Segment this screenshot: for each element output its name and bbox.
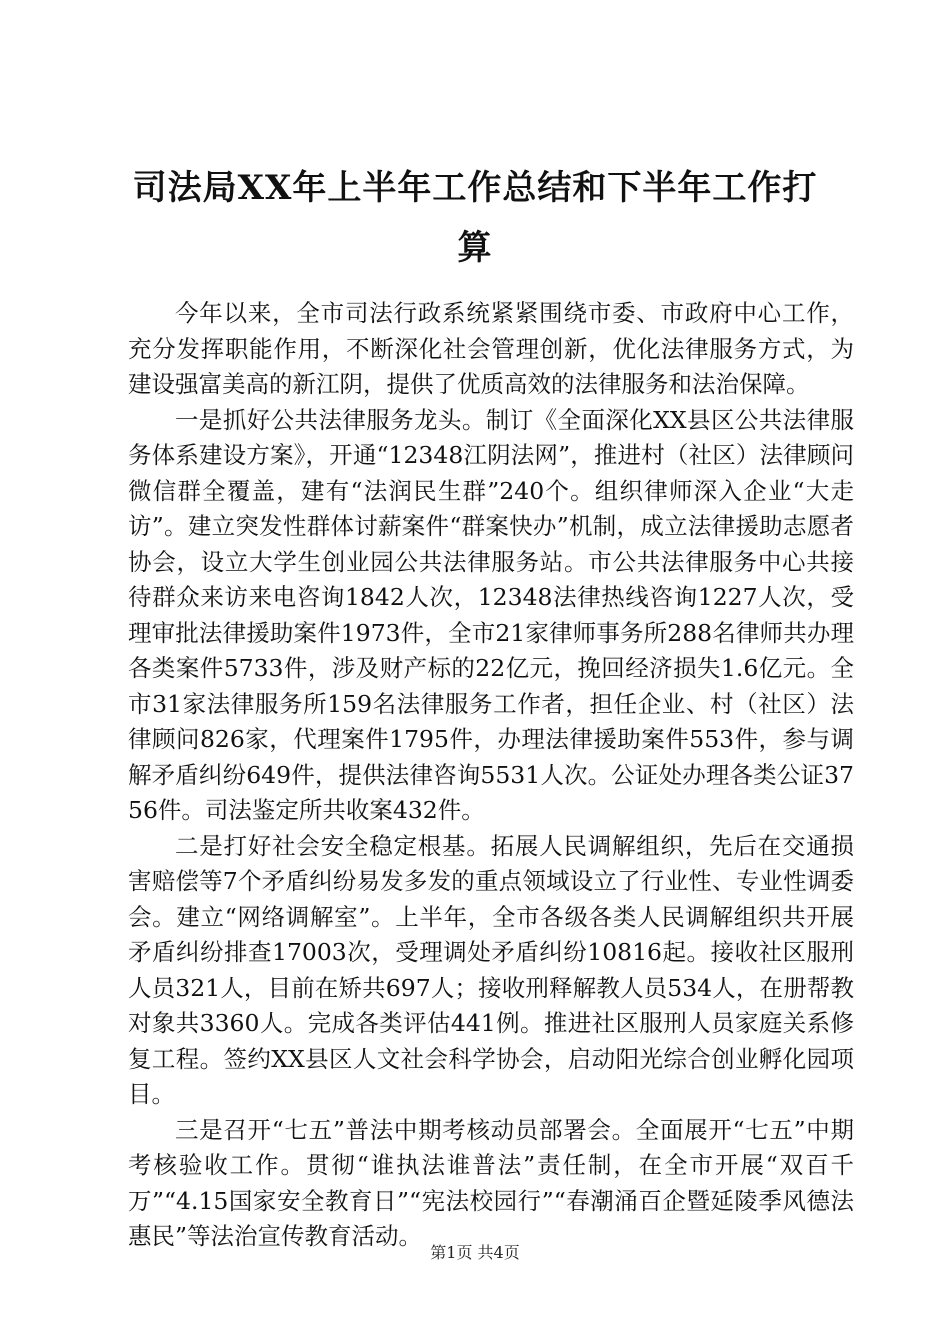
paragraph-public-legal-service: 一是抓好公共法律服务龙头。制订《全面深化XX县区公共法律服务体系建设方案》，开通“12348江阴法网”，推进村（社区）法律顾问微信群全覆盖，建有“法润民生群”240个。组织律师深入企业“大走访”。建立突发性群体讨薪案件“群案快办”机制，成立法律援助志愿者协会，设立大学生创业园公共法律服务站。市公共法律服务中心共接待群众来访来电咨询1842人次，12348法律热线咨询1227人次，受理审批法律援助案件1973件，全市21家律师事务所288名律师共办理各类案件5733件，涉及财产标的22亿元，挽回经济损失1.6亿元。全市31家法律服务所159名法律服务工作者，担任企业、村（社区）法律顾问826家，代理案件1795件，办理法律援助案件553件，参与调解矛盾纠纷649件，提供法律咨询5531人次。公证处办理各类公证3756件。司法鉴定所共收案432件。 <box>128 405 854 824</box>
paragraph-intro: 今年以来，全市司法行政系统紧紧围绕市委、市政府中心工作，充分发挥职能作用，不断深化社会管理创新，优化法律服务方式，为建设强富美高的新江阴，提供了优质高效的法律服务和法治保障。 <box>128 299 854 398</box>
page-number-footer: 第1页 共4页 <box>430 1243 520 1262</box>
paragraph-social-stability: 二是打好社会安全稳定根基。拓展人民调解组织，先后在交通损害赔偿等7个矛盾纠纷易发多发的重点领域设立了行业性、专业性调委会。建立“网络调解室”。上半年，全市各级各类人民调解组织共开展矛盾纠纷排查17003次，受理调处矛盾纠纷10816起。接收社区服刑人员321人，目前在矫共697人；接收刑释解教人员534人，在册帮教对象共3360人。完成各类评估441例。推进社区服刑人员家庭关系修复工程。签约XX县区人文社会科学协会，启动阳光综合创业孵化园项目。 <box>128 831 854 1108</box>
document-title: 司法局XX年上半年工作总结和下半年工作打算 <box>132 168 818 268</box>
document-body <box>128 296 854 1255</box>
paragraph-legal-education: 三是召开“七五”普法中期考核动员部署会。全面展开“七五”中期考核验收工作。贯彻“谁执法谁普法”责任制，在全市开展“双百千万”“4.15国家安全教育日”“宪法校园行”“春潮涌百企暨延陵季风德法惠民”等法治宣传教育活动。 <box>128 1115 854 1250</box>
